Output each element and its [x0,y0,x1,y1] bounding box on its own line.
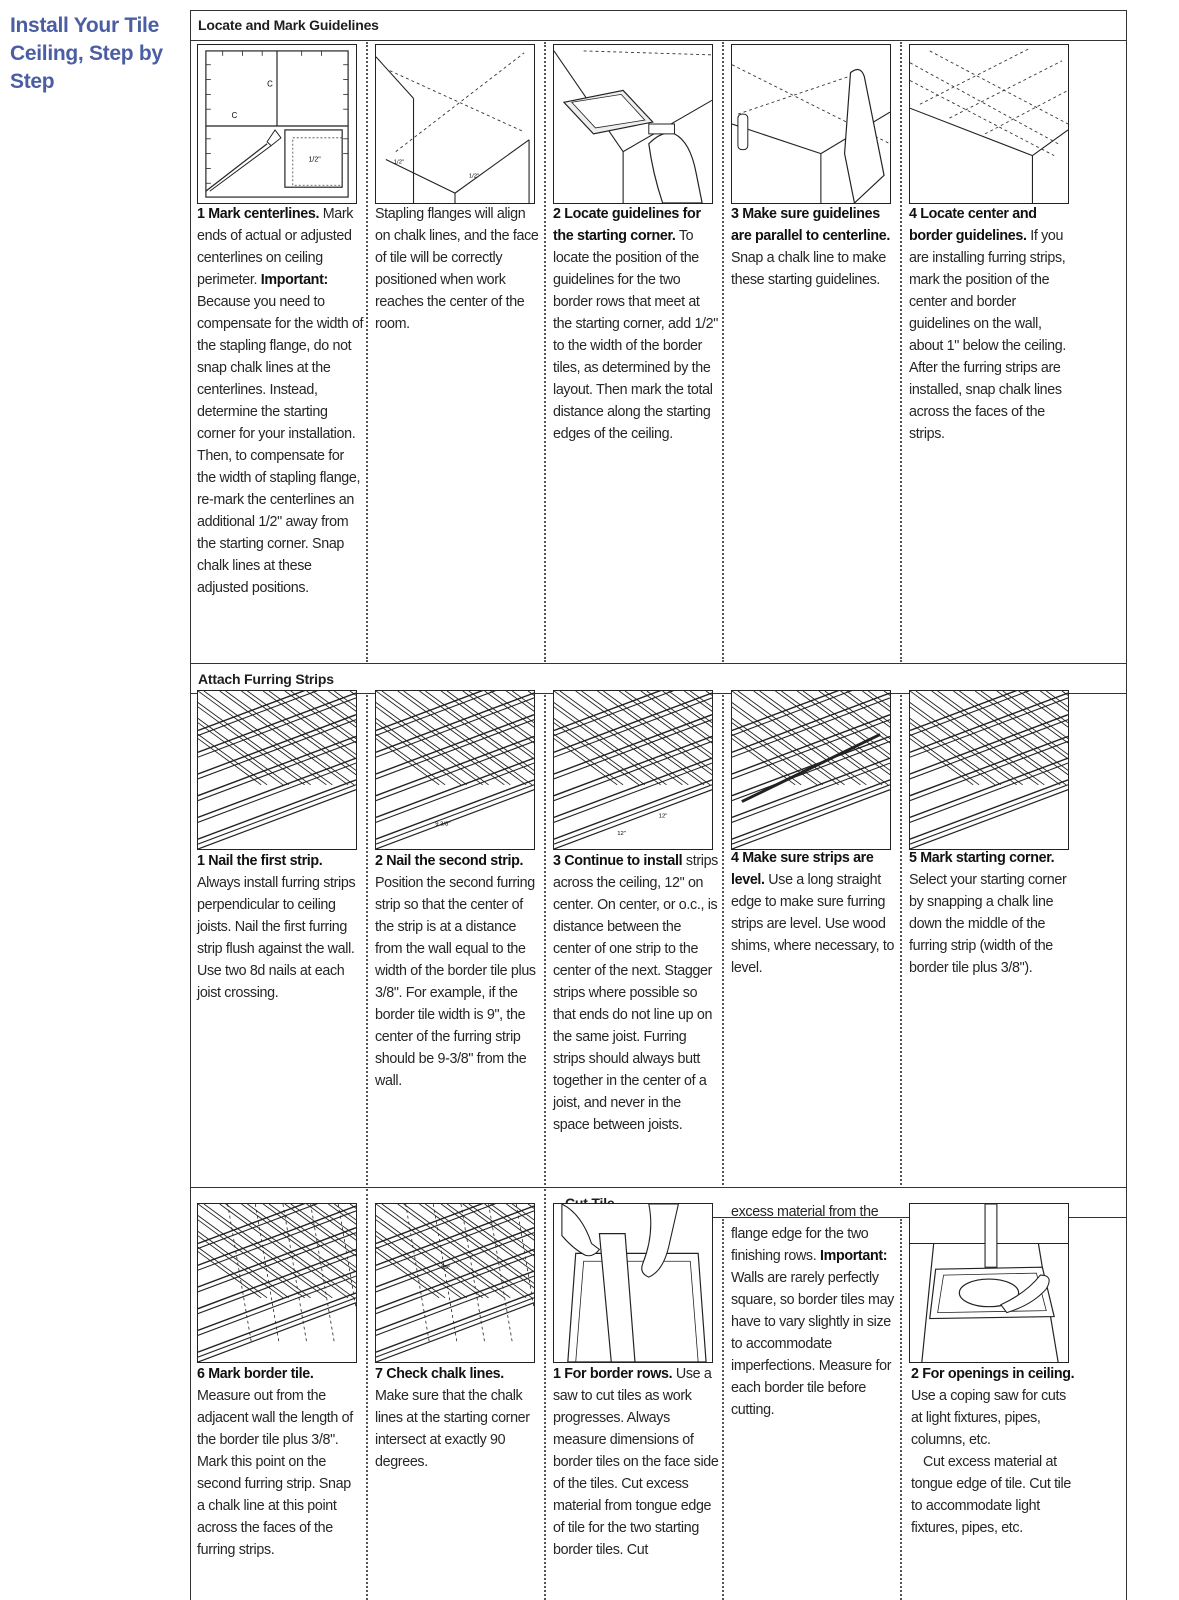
step-lead: 1 Nail the first strip. [197,853,323,869]
step-text: Use a long straight edge to make sure furring strips are level. Use wood shims, where necessary, to level. [731,872,895,976]
cl-label-horizontal: C [231,111,238,121]
step-text: Use a saw to cut tiles as work progresses. Always measure dimensions of border tiles on the face side of the tiles. Cut excess material from tongue edge of tile for the two starting border tiles. Cut [553,1366,719,1558]
coping-saw-illustration [909,1203,1069,1363]
drawing-line [220,1204,348,1298]
drawing-line [198,1271,356,1330]
drawing-line [419,691,534,785]
step-text: Snap a chalk line to make these starting guidelines. [731,250,886,288]
drawing-line [198,780,356,839]
drawing-line [220,691,348,785]
furring-starting-corner-diagram [909,690,1069,850]
drawing-line [419,1204,534,1298]
drawing-line [732,780,890,839]
step-openings [911,1363,1075,1539]
step-lead: 2 Nail the second strip. [375,853,524,869]
drawing-line [732,736,890,795]
drawing-line [554,693,712,752]
drawing-line [732,790,890,849]
drawing-line [910,691,1001,785]
step-text: Stapling flanges will align on chalk lines, and the face of tile will be correctly positioned when work reaches the center of the room. [375,206,539,332]
drawing-line [916,691,1044,785]
step-lead: 1 For border rows. [553,1366,673,1382]
room-corner-diagram [375,44,535,204]
drawing-line [376,693,534,752]
drawing-line [910,736,1068,795]
drawing-line [732,741,890,800]
step-locate-guidelines [553,203,718,445]
step-continue [553,850,719,1136]
step-lead: 6 Mark border tile. [197,1366,314,1382]
step-lead: 5 Mark starting corner. [909,850,1055,866]
marking-corner-illustration [553,44,713,204]
drawing-line [404,1204,532,1298]
drawing-line [198,758,356,817]
drawing-line [198,741,356,800]
room-corner-drawing [376,45,534,203]
column-divider [544,695,546,1185]
drawing-line [198,1249,356,1308]
drawing-line [404,691,532,785]
important-lead: Important: [819,1248,888,1264]
drawing-line [754,691,882,785]
drawing-line [910,693,1068,752]
step-text: If you are installing furring strips, mark the position of the center and border guidelines on the wall, about 1" below the ceiling. After the furring strips are installed, snap chalk lines across the faces of the strips. [909,228,1066,442]
step-lead: 2 For openings in ceiling. [911,1366,1075,1382]
drawing-line [376,785,534,844]
coping-saw-drawing [910,1204,1068,1362]
drawing-line [376,780,534,839]
furring-grid-drawing [198,1204,356,1362]
half-inch-label: 1/2" [308,156,321,164]
drawing-line [554,741,712,800]
nine-3-8-label: 9 3/8" [435,821,451,828]
step-lead: 7 Check chalk lines. [375,1366,504,1382]
step-text: Select your starting corner by snapping a chalk line down the middle of the furring strip (width of the border tile plus 3/8"). [909,872,1067,976]
page-title: Install Your Tile Ceiling, Step by Step [10,14,163,93]
drawing-line [376,1206,534,1265]
step-text: Measure out from the adjacent wall the length of the border tile plus 3/8". Mark this point on the second furring strip. Snap a chalk line at this point across the faces of the furring strips. [197,1388,353,1558]
drawing-line [597,691,712,785]
chalk-line-drawing [732,45,890,203]
drawing-line [376,736,534,795]
chalk-line-illustration [731,44,891,204]
drawing-line [241,691,356,785]
drawing-line [938,691,1066,785]
column-divider [900,42,902,662]
step-text: To locate the position of the guidelines for the two border rows that meet at the starting corner, add 1/2" to the width of the border tiles, as determined by the layout. Then mark the total distance along the starting edges of the ceiling. [553,228,719,442]
drawing-line [554,691,645,785]
step-lead: 2 Locate guidelines for the starting corner. [553,206,701,244]
drawing-line [198,1303,356,1362]
twelve-inch-label: 12" [617,831,626,838]
grid-guidelines-drawing [910,45,1068,203]
step-text: Use a coping saw for cuts at light fixtures, pipes, columns, etc. [911,1388,1066,1448]
twelve-inch-label: 12" [658,813,668,820]
drawing-line [376,741,534,800]
cutting-tile-drawing [554,1204,712,1362]
drawing-line [376,758,534,817]
step-text: strips across the ceiling, 12" on center. On center, or o.c., is distance between the center of one strip to the center of the next. Stagger strips where possible so that ends do not line up on the same joist. Furring strips should always butt together in the center of a joist, and never in the space between joists. [553,853,718,1133]
drawing-line [198,736,356,795]
important-lead: Important: [260,272,328,288]
cutting-tile-illustration [553,1203,713,1363]
step-lead: 3 Make sure guidelines are parallel to centerline. [731,206,891,244]
cl-label-vertical: C [267,79,273,89]
step-center-border [909,203,1074,445]
step-text: excess material from the flange edge for the two finishing rows. [731,1204,879,1264]
drawing-line [732,763,890,822]
drawing-line [376,1276,534,1335]
drawing-line [554,785,712,844]
drawing-line [554,758,712,820]
column-divider [366,695,368,1185]
section-header-locate: Locate and Mark Guidelines [190,10,1127,41]
drawing-line [576,691,704,785]
drawing-line [461,1204,485,1342]
column-divider [544,42,546,662]
drawing-line [953,691,1068,785]
column-divider [366,42,368,662]
drawing-line [554,780,712,839]
drawing-line [204,691,332,785]
drawing-line [398,691,526,785]
drawing-line [283,1204,307,1342]
step-border-tile [197,1363,362,1561]
half-inch-label: 1/2" [393,159,405,166]
drawing-line [198,1276,356,1335]
furring-drawing [732,691,890,849]
important-text: Because you need to compensate for the width of the stapling flange, do not snap chalk lines at the centerlines. Instead, determine the starting corner for your installation. Then, to compensate for the width of stapling flange, re-mark the centerlines an additional 1/2" away from the starting corner. Snap chalk lines at these adjusted positions. [197,294,364,596]
drawing-line [198,1206,356,1265]
step-starting-corner [909,847,1075,979]
column-divider [544,1189,546,1600]
step-lead: 3 Continue to install [553,853,683,869]
step-text: Always install furring strips perpendicular to ceiling joists. Nail the first furring strip flush against the wall. Use two 8d nails at each joist crossing. [197,875,356,1001]
important-text: Walls are rarely perfectly square, so border tiles may have to vary slightly in size to accommodate imperfections. Measure for each border tile before cutting. [731,1270,894,1418]
drawing-line [760,691,888,785]
drawing-line [910,785,1068,844]
furring-drawing [554,691,712,849]
drawing-line [376,1298,534,1357]
drawing-line [376,790,534,849]
drawing-line [198,1298,356,1357]
drawing-line [198,1293,356,1352]
drawing-line [198,790,356,849]
section-header-furring: Attach Furring Strips [190,663,1127,694]
drawing-line [198,1204,289,1298]
drawing-line [376,1254,534,1313]
step-nail-second [375,850,541,1092]
step-text: Make sure that the chalk lines at the starting corner intersect at exactly 90 degrees. [375,1388,530,1470]
drawing-line [226,691,354,785]
step-mark-centerlines [197,203,365,599]
furring-second-strip-diagram [375,690,535,850]
drawing-line [910,741,1068,800]
furring-drawing [910,691,1068,849]
drawing-line [376,763,534,822]
drawing-line [554,736,712,795]
step-stapling-note [375,203,540,335]
drawing-line [910,763,1068,822]
drawing-line [732,691,823,785]
drawing-line [198,785,356,844]
half-inch-label: 1/2" [468,173,480,180]
step-level [731,847,897,979]
drawing-line [910,758,1068,817]
furring-drawing [376,691,534,849]
drawing-line [382,691,510,785]
drawing-line [198,693,356,752]
step-text: Mark ends of actual or adjusted centerlines on ceiling perimeter. [197,206,354,288]
drawing-line [241,1204,356,1298]
ninety-degree-label: 90° [441,1265,451,1272]
drawing-line [376,1249,534,1308]
step-border-rows [553,1363,719,1561]
step-parallel [731,203,896,291]
border-tile-diagram [197,1203,357,1363]
drawing-line [198,1254,356,1313]
centerline-diagram-drawing [198,45,356,203]
furring-level-diagram [731,690,891,850]
step-check-chalk [375,1363,541,1473]
centerline-diagram [197,44,357,204]
column-divider [366,1189,368,1600]
furring-grid-drawing [376,1204,534,1362]
step-lead: 1 Mark centerlines. [197,206,320,222]
step-text-second: Cut excess material at tongue edge of tile. Cut tile to accommodate light fixtures, pipes, etc. [911,1454,1071,1536]
furring-first-strip-diagram [197,690,357,850]
drawing-line [910,780,1068,839]
drawing-line [554,763,712,822]
marking-corner-drawing [554,45,712,203]
step-lead: 4 Make sure strips are level. [731,850,874,888]
column-divider [900,695,902,1185]
step-nail-first [197,850,362,1004]
drawing-line [226,1204,354,1298]
step-text: Position the second furring strip so that the center of the strip is at a distance from the wall equal to the width of the border tile plus 3/8". For example, if the border tile width is 9", the center of the furring strip should be 9-3/8" from the wall. [375,875,536,1089]
drawing-line [582,691,710,785]
drawing-line [560,691,688,785]
drawing-line [198,691,289,785]
drawing-line [198,763,356,822]
drawing-line [376,1204,467,1298]
drawing-line [376,1271,534,1330]
column-divider [722,42,724,662]
chalk-check-diagram [375,1203,535,1363]
section-divider [190,1187,553,1188]
drawing-line [376,1293,534,1352]
drawing-line [376,1303,534,1362]
grid-guidelines-diagram [909,44,1069,204]
column-divider [722,695,724,1185]
drawing-line [376,691,467,785]
step-lead: 4 Locate center and border guidelines. [909,206,1037,244]
drawing-line [398,1204,526,1298]
drawing-line [732,693,890,752]
furring-continue-diagram [553,690,713,850]
drawing-line [932,691,1060,785]
drawing-line [554,790,712,849]
column-divider [722,1219,724,1600]
drawing-line [910,790,1068,849]
step-border-rows-continued [731,1201,896,1421]
furring-drawing [198,691,356,849]
column-divider [900,1219,902,1600]
